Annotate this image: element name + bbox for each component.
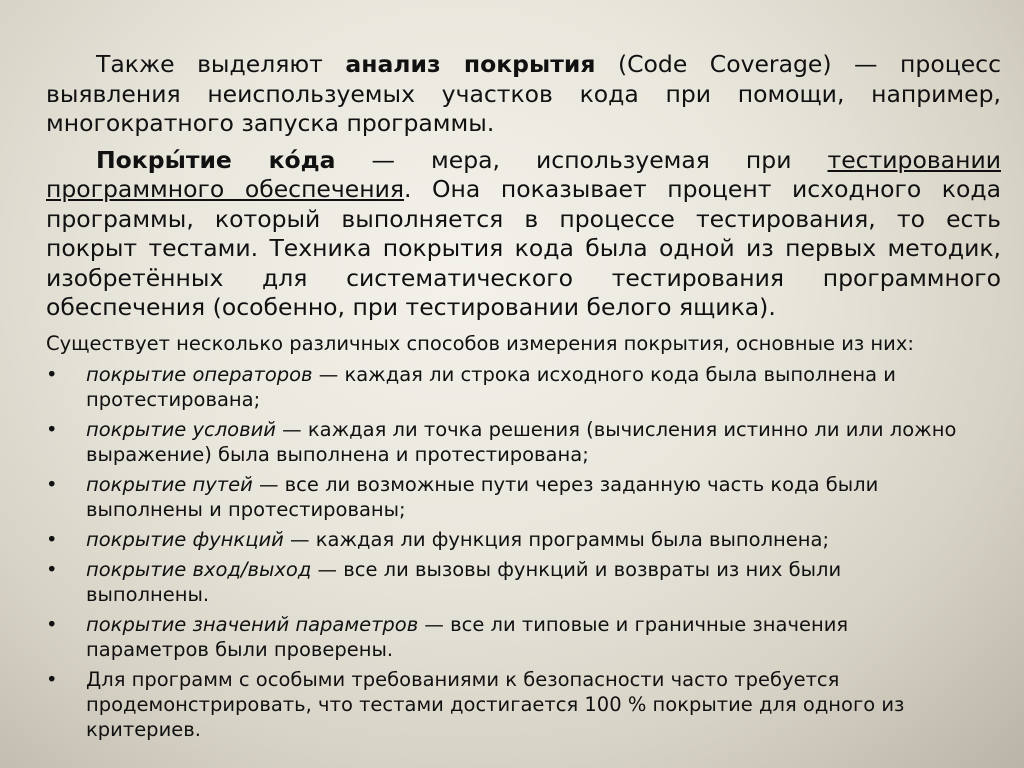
- list-item: [46, 472, 966, 522]
- list-item-term: покрытие условий: [86, 417, 276, 441]
- coverage-methods-list: [46, 362, 1001, 742]
- list-item-text: — каждая ли функция программы была выполнена;: [283, 527, 830, 551]
- methods-intro: Существует несколько различных способов измерения покрытия, основные из них:: [46, 331, 914, 355]
- list-item-term: покрытие операторов: [86, 362, 313, 386]
- bullet-icon: •: [46, 667, 58, 691]
- list-item-term: покрытие функций: [86, 527, 284, 551]
- bullet-icon: •: [46, 417, 58, 441]
- list-item-text: — все ли типовые и граничные значения параметров были проверены.: [86, 612, 849, 661]
- list-item: [46, 417, 966, 467]
- definition-text-1: — мера, используемая при: [335, 145, 828, 174]
- list-item: [46, 612, 966, 662]
- bullet-icon: •: [46, 612, 58, 636]
- list-item-term: покрытие путей: [86, 472, 253, 496]
- bullet-icon: •: [46, 557, 58, 581]
- bullet-icon: •: [46, 527, 58, 551]
- term-coverage-analysis: анализ покрытия: [345, 50, 596, 78]
- paragraph-rest: (Code Coverage) — процесс выявления неиспользуемых участков кода при помощи, например, многократного запуска программы.: [46, 50, 1002, 137]
- list-item-text: — все ли возможные пути через заданную часть кода были выполнены и протестированы;: [86, 472, 879, 521]
- definition-text-2: . Она показывает процент исходного кода программы, который выполняется в процессе тестирования, то есть покрыт тестами. Техника покрытия кода была одной из первых методик, изобретённых для систематического тестирования программного обеспечения (особенно, при тестировании белого ящика).: [46, 175, 1001, 321]
- slide-content: [46, 50, 1001, 747]
- list-item: [46, 362, 966, 412]
- term-code-coverage: Покры́тие ко́да: [96, 145, 336, 174]
- list-item-text: — все ли вызовы функций и возвраты из них были выполнены.: [86, 557, 842, 606]
- bullet-icon: •: [46, 362, 58, 386]
- bullet-icon: •: [46, 472, 58, 496]
- list-item: [46, 667, 966, 742]
- paragraph-lead: Также выделяют: [96, 50, 346, 78]
- software-testing-link[interactable]: тестировании программного обеспечения: [46, 145, 1001, 203]
- list-item-term: покрытие значений параметров: [86, 612, 419, 636]
- list-item-term: покрытие вход/выход: [86, 557, 312, 581]
- list-item-text: — каждая ли точка решения (вычисления истинно ли или ложно выражение) была выполнена и протестирована;: [86, 417, 957, 466]
- paragraph-code-coverage-definition: [46, 146, 1001, 323]
- list-item: [46, 557, 966, 607]
- list-item: [46, 527, 966, 552]
- list-item-text: Для программ с особыми требованиями к безопасности часто требуется продемонстрировать, что тестами достигается 100 % покрытие для одного из критериев.: [86, 667, 905, 741]
- list-item-text: — каждая ли строка исходного кода была выполнена и протестирована;: [86, 362, 896, 411]
- paragraph-code-coverage-analysis: [46, 50, 1001, 139]
